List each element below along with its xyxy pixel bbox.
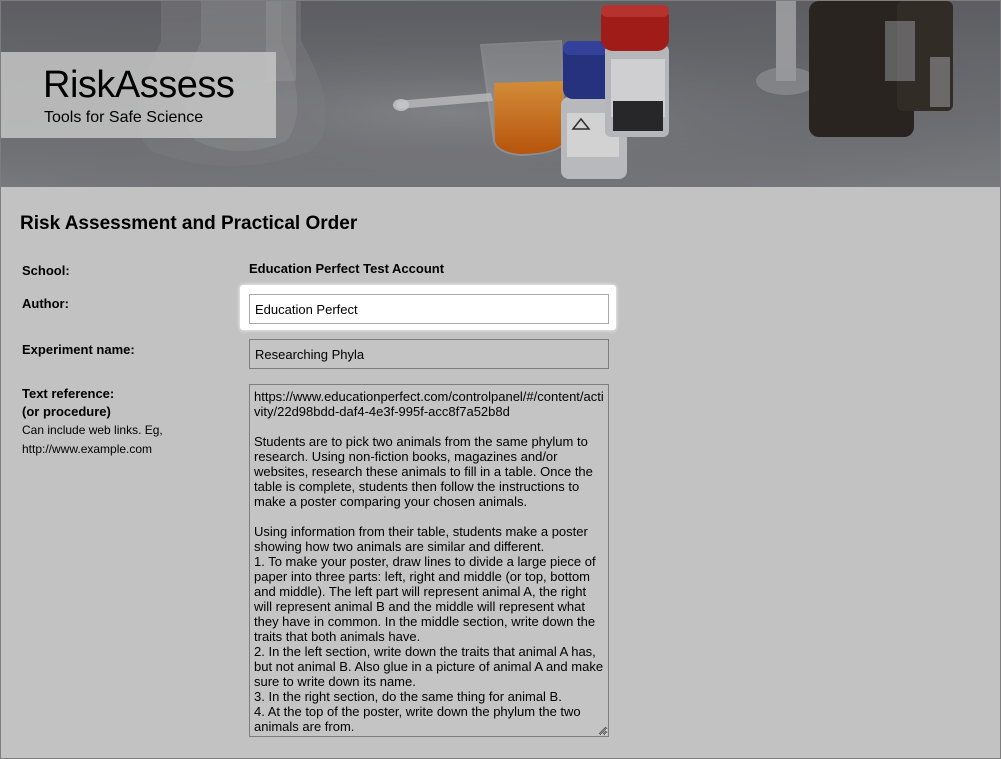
text-reference-textarea[interactable]	[249, 384, 609, 737]
brand-logo-panel	[1, 52, 276, 138]
text-reference-example-link: http://www.example.com	[22, 442, 153, 456]
header-banner	[1, 1, 1000, 187]
school-label: School:	[22, 263, 70, 278]
resize-handle-icon[interactable]	[598, 726, 607, 735]
page-title: Risk Assessment and Practical Order	[20, 213, 358, 234]
text-reference-sublabel: (or procedure)	[22, 404, 111, 419]
text-reference-label: Text reference:	[22, 386, 115, 401]
experiment-name-input[interactable]	[249, 339, 609, 369]
author-input[interactable]	[249, 294, 609, 324]
brand-name: RiskAssess	[43, 64, 235, 106]
experiment-name-label: Experiment name:	[22, 342, 135, 357]
brand-tagline: Tools for Safe Science	[44, 109, 204, 126]
author-label: Author:	[22, 296, 69, 311]
school-value: Education Perfect Test Account	[249, 261, 445, 276]
text-reference-hint: Can include web links. Eg,	[22, 423, 163, 437]
